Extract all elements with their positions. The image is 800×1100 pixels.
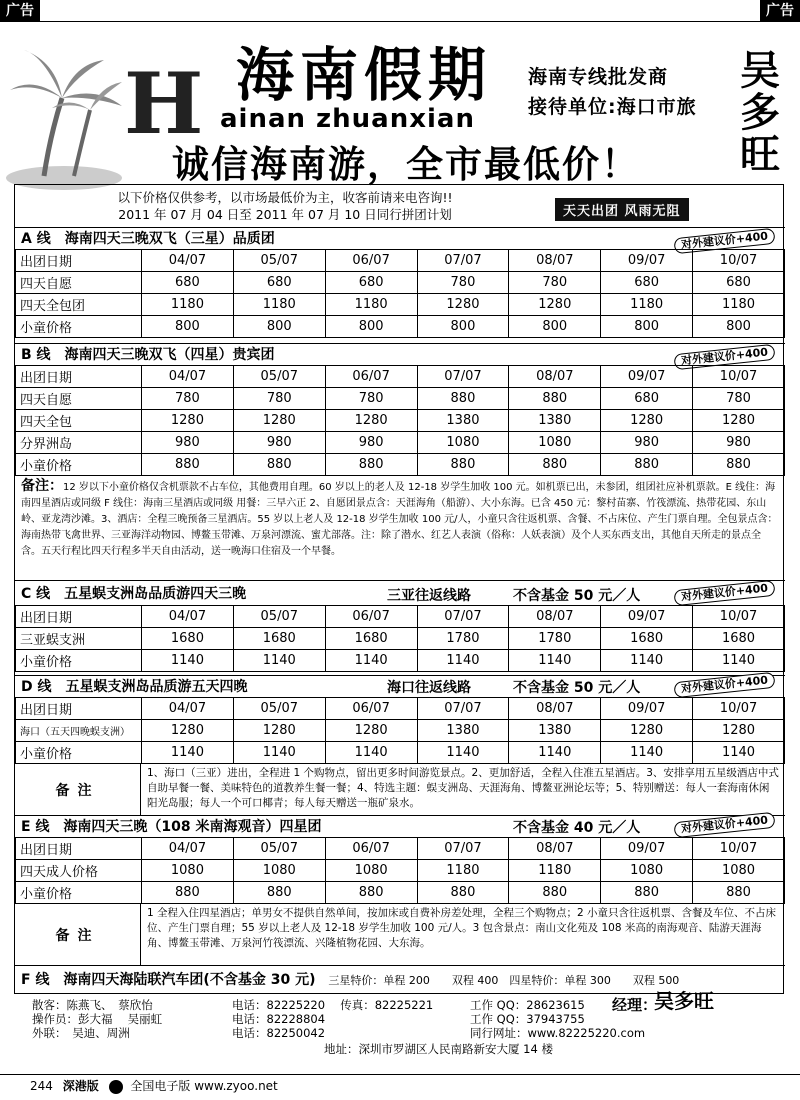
row-label: 小童价格 — [16, 882, 142, 904]
line-c-title: C 线 五星蜈支洲岛品质游四天三晚 — [21, 586, 247, 602]
price-cell: 1280 — [233, 720, 325, 742]
table-row — [16, 366, 785, 388]
row-label: 四天成人价格 — [16, 860, 142, 882]
price-cell: 10/07 — [693, 698, 785, 720]
remark-label: 备注 — [15, 764, 141, 815]
price-cell: 07/07 — [417, 250, 509, 272]
page-footer — [0, 1074, 800, 1100]
price-cell: 780 — [417, 272, 509, 294]
manager-label: 经理： — [612, 996, 658, 1014]
note-ab — [15, 475, 785, 581]
price-cell: 1140 — [417, 650, 509, 672]
price-cell: 1380 — [509, 720, 601, 742]
pinyin-a: ainan — [220, 104, 307, 134]
row-label: 四天全包团 — [16, 294, 142, 316]
contact-liaison: 外联： 吴迪、周洲 — [32, 1026, 130, 1040]
price-cell: 09/07 — [601, 366, 693, 388]
price-cell: 08/07 — [509, 606, 601, 628]
price-cell: 06/07 — [325, 698, 417, 720]
price-cell: 04/07 — [142, 838, 234, 860]
price-cell: 05/07 — [233, 838, 325, 860]
price-cell: 880 — [509, 454, 601, 476]
price-cell: 1780 — [509, 628, 601, 650]
table-row — [16, 316, 785, 338]
price-cell: 880 — [325, 454, 417, 476]
row-label: 出团日期 — [16, 366, 142, 388]
line-d-title: D 线 五星蜈支洲岛品质游五天四晚 — [15, 675, 785, 697]
price-cell: 880 — [693, 882, 785, 904]
price-cell: 1280 — [509, 294, 601, 316]
table-row — [16, 454, 785, 476]
price-cell: 10/07 — [693, 366, 785, 388]
price-cell: 08/07 — [509, 366, 601, 388]
line-d-fund: 不含基金 50 元／人 — [513, 680, 641, 696]
contact-qq2: 工作 QQ：37943755 — [470, 1012, 585, 1026]
row-label: 分界洲岛 — [16, 432, 142, 454]
price-cell: 880 — [693, 454, 785, 476]
price-cell: 1080 — [233, 860, 325, 882]
price-cell: 980 — [142, 432, 234, 454]
price-cell: 05/07 — [233, 606, 325, 628]
table-row — [16, 838, 785, 860]
price-cell: 1280 — [142, 720, 234, 742]
price-cell: 06/07 — [325, 606, 417, 628]
price-cell: 800 — [509, 316, 601, 338]
contact-tel2: 电话：82228804 — [232, 1012, 326, 1026]
site-url: 全国电子版 www.zyoo.net — [130, 1079, 278, 1093]
price-cell: 980 — [693, 432, 785, 454]
price-cell: 1140 — [142, 650, 234, 672]
contact-block — [14, 989, 784, 1056]
price-cell: 1080 — [601, 860, 693, 882]
line-c-table — [15, 605, 785, 672]
price-cell: 800 — [233, 316, 325, 338]
price-cell: 880 — [325, 882, 417, 904]
price-cell: 08/07 — [509, 250, 601, 272]
price-cell: 07/07 — [417, 366, 509, 388]
price-cell: 1280 — [233, 410, 325, 432]
subtitle-receiver: 接待单位:海口市旅 — [528, 96, 697, 118]
row-label: 出团日期 — [16, 838, 142, 860]
slogan: 诚信海南游，全市最低价！ — [172, 143, 640, 186]
row-label: 出团日期 — [16, 606, 142, 628]
price-cell: 1140 — [142, 742, 234, 764]
price-cell: 04/07 — [142, 366, 234, 388]
price-cell: 1140 — [325, 650, 417, 672]
row-label: 四天自愿 — [16, 388, 142, 410]
price-cell: 680 — [142, 272, 234, 294]
table-row — [16, 650, 785, 672]
price-cell: 05/07 — [233, 250, 325, 272]
table-row — [16, 294, 785, 316]
contact-operator: 操作员：彭大福 吴丽虹 — [32, 1012, 163, 1026]
line-d-route: 海口往返线路 — [387, 680, 471, 696]
price-cell: 880 — [509, 388, 601, 410]
line-c-fund: 不含基金 50 元／人 — [513, 588, 641, 604]
remark-text: 1 全程入住四星酒店；单男女不提供自然单间，按加床或自费补房差处理，全程三个购物点；2 小童只含往返机票、含餐及车位、不占床位、产生门票自理；55 岁以上老人及 12-18 岁学生加收 100 元/人。3 包含景点：南山文化苑及 108 米高的南海观音、陆游天涯海角、博鳌玉带滩、万泉河竹筏漂流、兴隆植物花园、大东海。 — [147, 907, 777, 949]
price-cell: 1280 — [325, 410, 417, 432]
line-e-title: E 线 海南四天三晚（108 米南海观音）四星团 — [15, 815, 785, 837]
price-cell: 08/07 — [509, 698, 601, 720]
price-cell: 1140 — [509, 650, 601, 672]
price-cell: 680 — [601, 272, 693, 294]
price-cell: 1280 — [142, 410, 234, 432]
price-cell: 880 — [233, 454, 325, 476]
suggested-price-badge: 对外建议价+400 — [673, 580, 775, 606]
price-cell: 1280 — [601, 720, 693, 742]
price-cell: 1180 — [233, 294, 325, 316]
table-row — [16, 698, 785, 720]
price-cell: 680 — [325, 272, 417, 294]
contact-retail: 散客：陈燕飞、 蔡欣怡 — [32, 998, 153, 1012]
price-cell: 1140 — [233, 650, 325, 672]
price-cell: 800 — [693, 316, 785, 338]
price-cell: 10/07 — [693, 838, 785, 860]
price-cell: 1280 — [325, 720, 417, 742]
price-cell: 1140 — [601, 650, 693, 672]
price-cell: 1080 — [142, 860, 234, 882]
price-cell: 1280 — [601, 410, 693, 432]
price-cell: 880 — [601, 454, 693, 476]
ad-tag-left: 广告 — [0, 0, 40, 22]
price-cell: 1380 — [509, 410, 601, 432]
price-cell: 880 — [601, 882, 693, 904]
top-rule — [0, 21, 800, 22]
line-f-name: F 线 海南四天海陆联汽车团(不含基金 30 元) — [21, 972, 316, 988]
header — [0, 24, 800, 186]
price-cell: 1180 — [509, 860, 601, 882]
line-d-remark — [15, 763, 785, 815]
line-a-table — [15, 249, 785, 338]
price-cell: 780 — [509, 272, 601, 294]
price-cell: 1380 — [417, 410, 509, 432]
price-cell: 1680 — [233, 628, 325, 650]
line-d-table — [15, 697, 785, 764]
row-label: 四天自愿 — [16, 272, 142, 294]
manager-name: 吴多旺 — [654, 989, 714, 1013]
table-row — [16, 882, 785, 904]
row-label: 三亚蜈支洲 — [16, 628, 142, 650]
remark-label: 备注 — [15, 904, 141, 965]
price-cell: 980 — [325, 432, 417, 454]
table-row — [16, 860, 785, 882]
price-cell: 09/07 — [601, 698, 693, 720]
price-cell: 1680 — [325, 628, 417, 650]
table-row — [16, 742, 785, 764]
note-text: 12 岁以下小童价格仅含机票款不占车位，其他费用自理。60 岁以上的老人及 12-18 岁学生加收 100 元。如机票已出，未参团，组团社应补机票款。E 线住：海南四星酒店或同级 F 线住：海南三星酒店或同级 用餐：三早六正 2、自愿团景点含：天涯海角（船游）、大小东海。已含 450 元：黎村苗寨、竹筏漂流、热带花园、东山岭、亚龙湾沙滩。3、酒店：全程三晚预备三星酒店。55 岁以上老人及 12-18 岁学生加收 100 元/人，小童只含往返机票、含餐、不占床位、产生门票自理。全包景点含：海南热带飞禽世界、三亚海洋动物园、博鳌玉带滩、万泉河漂流、蜜尤部落。注：除了潜水、红艺人表演（俗称：人妖表演）及个人买东西支出，其他自天所走的景点全含。五天行程比四天行程多半天自由活动，送一晚海口住宿及一个早餐。 — [21, 482, 778, 557]
price-cell: 1080 — [509, 432, 601, 454]
table-row — [16, 410, 785, 432]
price-cell: 07/07 — [417, 606, 509, 628]
table-row — [16, 432, 785, 454]
line-c-route: 三亚往返线路 — [387, 588, 471, 604]
price-cell: 780 — [142, 388, 234, 410]
notice — [15, 189, 555, 223]
suggested-price-badge: 对外建议价+400 — [673, 344, 775, 370]
row-label: 小童价格 — [16, 650, 142, 672]
note-label: 备注： — [21, 478, 63, 494]
price-cell: 1180 — [601, 294, 693, 316]
price-cell: 800 — [601, 316, 693, 338]
table-row — [16, 250, 785, 272]
logo-big-letter: H — [124, 54, 202, 153]
price-cell: 800 — [142, 316, 234, 338]
price-cell: 1280 — [417, 294, 509, 316]
row-label: 小童价格 — [16, 316, 142, 338]
price-cell: 880 — [417, 882, 509, 904]
suggested-price-badge: 对外建议价+400 — [673, 812, 775, 838]
price-cell: 800 — [417, 316, 509, 338]
row-label: 海口（五天四晚蜈支洲） — [16, 720, 142, 742]
line-e-fund: 不含基金 40 元／人 — [513, 820, 641, 836]
price-cell: 1680 — [601, 628, 693, 650]
price-cell: 1080 — [693, 860, 785, 882]
price-cell: 1180 — [142, 294, 234, 316]
price-cell: 09/07 — [601, 250, 693, 272]
price-cell: 880 — [417, 454, 509, 476]
price-cell: 780 — [325, 388, 417, 410]
line-b-title: B 线 海南四天三晚双飞（四星）贵宾团 — [15, 343, 785, 365]
price-cell: 1680 — [142, 628, 234, 650]
price-cell: 06/07 — [325, 250, 417, 272]
site-logo-icon — [109, 1080, 123, 1094]
price-cell: 10/07 — [693, 606, 785, 628]
price-cell: 04/07 — [142, 250, 234, 272]
row-label: 四天全包 — [16, 410, 142, 432]
price-cell: 1080 — [417, 432, 509, 454]
price-cell: 1140 — [693, 742, 785, 764]
price-cell: 980 — [233, 432, 325, 454]
price-cell: 1140 — [693, 650, 785, 672]
contact-tel3: 电话：82250042 — [232, 1026, 326, 1040]
line-f-price: 三星特价：单程 200 双程 400 四星特价：单程 300 双程 500 — [328, 974, 680, 987]
price-cell: 880 — [142, 454, 234, 476]
price-cell: 680 — [693, 272, 785, 294]
price-cell: 780 — [693, 388, 785, 410]
table-row — [16, 388, 785, 410]
suggested-price-badge: 对外建议价+400 — [673, 672, 775, 698]
price-cell: 1140 — [233, 742, 325, 764]
subtitle-wholesaler: 海南专线批发商 — [528, 66, 669, 88]
page-number: 244 — [30, 1079, 53, 1093]
table-row — [16, 606, 785, 628]
price-cell: 680 — [233, 272, 325, 294]
price-cell: 1180 — [325, 294, 417, 316]
price-cell: 1680 — [693, 628, 785, 650]
price-cell: 880 — [509, 882, 601, 904]
price-cell: 10/07 — [693, 250, 785, 272]
suggested-price-badge: 对外建议价+400 — [673, 228, 775, 254]
price-cell: 09/07 — [601, 838, 693, 860]
price-cell: 1180 — [693, 294, 785, 316]
notice-line1: 以下价格仅供参考，以市场最低价为主，收客前请来电咨询!! — [117, 190, 453, 205]
price-cell: 06/07 — [325, 838, 417, 860]
row-label: 出团日期 — [16, 698, 142, 720]
price-cell: 05/07 — [233, 366, 325, 388]
price-cell: 880 — [142, 882, 234, 904]
ad-tag-right: 广告 — [760, 0, 800, 22]
price-cell: 08/07 — [509, 838, 601, 860]
price-cell: 07/07 — [417, 838, 509, 860]
price-cell: 680 — [601, 388, 693, 410]
price-cell: 1280 — [693, 720, 785, 742]
price-cell: 1380 — [417, 720, 509, 742]
table-row — [16, 272, 785, 294]
row-label: 小童价格 — [16, 742, 142, 764]
table-row — [16, 720, 785, 742]
brand-title: 海南假期 — [236, 41, 493, 109]
line-e-remark — [15, 903, 785, 965]
price-cell: 1280 — [693, 410, 785, 432]
price-cell: 1140 — [509, 742, 601, 764]
price-cell: 800 — [325, 316, 417, 338]
palm-tree-illustration — [4, 46, 134, 196]
edition: 深港版 — [62, 1079, 99, 1093]
price-cell: 1180 — [417, 860, 509, 882]
price-cell: 980 — [601, 432, 693, 454]
daily-departure-stamp: 天天出团 风雨无阻 — [555, 198, 689, 221]
price-cell: 1140 — [417, 742, 509, 764]
row-label: 出团日期 — [16, 250, 142, 272]
line-a-title: A 线 海南四天三晚双飞（三星）品质团 — [15, 227, 785, 249]
contact-address: 地址：深圳市罗湖区人民南路新安大厦 14 楼 — [324, 1042, 553, 1056]
price-frame — [14, 184, 784, 994]
line-b-table — [15, 365, 785, 476]
brand-pinyin — [210, 104, 475, 134]
price-cell: 1140 — [325, 742, 417, 764]
price-cell: 880 — [417, 388, 509, 410]
price-cell: 06/07 — [325, 366, 417, 388]
pinyin-b: zhuanxian — [316, 104, 475, 134]
vertical-name: 吴多旺 — [740, 47, 780, 178]
contact-tel1: 电话：82225220 传真：82225221 — [232, 998, 434, 1012]
row-label: 小童价格 — [16, 454, 142, 476]
line-e-table — [15, 837, 785, 904]
remark-text: 1、海口（三亚）进出，全程进 1 个购物点，留出更多时间游览景点。2、更加舒适，全程入住准五星酒店。3、安排享用五星级酒店中式自助早餐一餐、美味特色的道教养生餐一餐；4、特选主题：蜈支洲岛、天涯海角、博鳌亚洲论坛等；5、特别赠送：每人一套海南休闲阳光岛服；每人一个可口椰青；每人每天赠送一瓶矿泉水。 — [147, 767, 779, 809]
price-cell: 1780 — [417, 628, 509, 650]
price-cell: 07/07 — [417, 698, 509, 720]
price-cell: 880 — [233, 882, 325, 904]
contact-qq1: 工作 QQ：28623615 — [470, 998, 585, 1012]
price-cell: 05/07 — [233, 698, 325, 720]
contact-web: 同行网址：www.82225220.com — [470, 1026, 646, 1040]
price-cell: 780 — [233, 388, 325, 410]
table-row — [16, 628, 785, 650]
price-cell: 1080 — [325, 860, 417, 882]
price-cell: 09/07 — [601, 606, 693, 628]
price-cell: 1140 — [601, 742, 693, 764]
notice-line2: 2011 年 07 月 04 日至 2011 年 07 月 10 日同行拼团计划 — [118, 207, 452, 222]
price-cell: 04/07 — [142, 698, 234, 720]
price-cell: 04/07 — [142, 606, 234, 628]
